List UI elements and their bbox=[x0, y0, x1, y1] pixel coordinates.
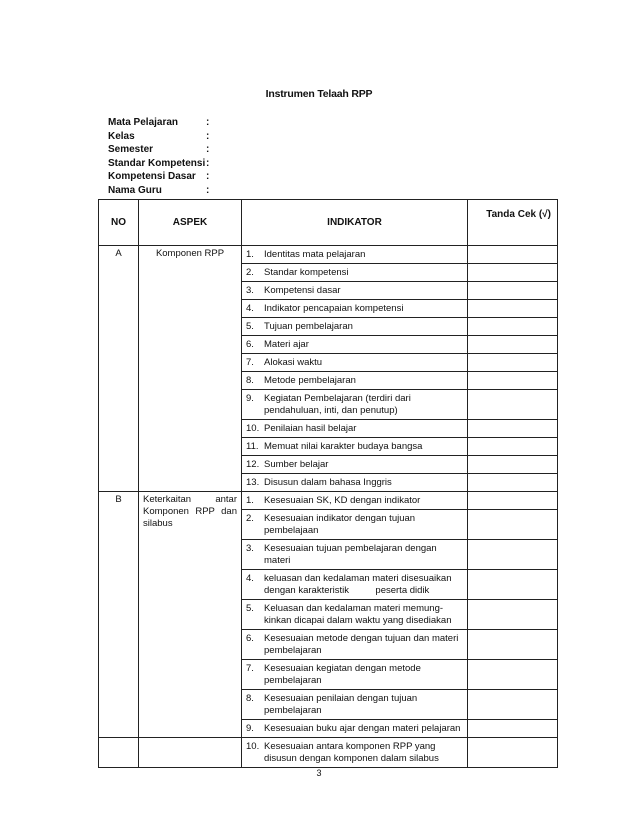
indikator-text: Memuat nilai karakter budaya bangsa bbox=[264, 441, 423, 452]
meta-field-label: Kompetensi Dasar bbox=[108, 171, 196, 183]
indikator-text: Penilaian hasil belajar bbox=[264, 423, 357, 434]
header-indikator: INDIKATOR bbox=[242, 200, 468, 246]
cell-indikator bbox=[242, 660, 468, 690]
cell-tanda-cek[interactable] bbox=[468, 300, 558, 318]
indikator-text: Kegiatan Pembelajaran (terdiri dari bbox=[264, 393, 411, 404]
indikator-text: Standar kompetensi bbox=[264, 267, 349, 278]
indikator-number: 7. bbox=[246, 663, 254, 674]
cell-indikator bbox=[242, 474, 468, 492]
indikator-text: Metode pembelajaran bbox=[264, 375, 356, 386]
indikator-text: Indikator pencapaian kompetensi bbox=[264, 303, 404, 314]
cell-tanda-cek[interactable] bbox=[468, 336, 558, 354]
indikator-number: 6. bbox=[246, 633, 254, 644]
indikator-text-cont: pembelajaran bbox=[264, 705, 322, 716]
indikator-number: 5. bbox=[246, 603, 254, 614]
indikator-text: Alokasi waktu bbox=[264, 357, 323, 368]
indikator-text: Disusun dalam bahasa Inggris bbox=[264, 477, 392, 488]
indikator-number: 2. bbox=[246, 267, 254, 278]
indikator-number: 8. bbox=[246, 693, 254, 704]
meta-field-row bbox=[108, 157, 216, 171]
cell-indikator bbox=[242, 438, 468, 456]
meta-field-colon: : bbox=[206, 157, 210, 169]
indikator-number: 9. bbox=[246, 393, 254, 404]
indikator-text: Sumber belajar bbox=[264, 459, 329, 470]
table-row bbox=[99, 738, 558, 768]
indikator-number: 6. bbox=[246, 339, 254, 350]
cell-tanda-cek[interactable] bbox=[468, 492, 558, 510]
cell-aspek: Keterkaitan antar Komponen RPP dan silabus bbox=[139, 492, 242, 738]
meta-field-row bbox=[108, 130, 216, 144]
cell-indikator bbox=[242, 600, 468, 630]
cell-tanda-cek[interactable] bbox=[468, 372, 558, 390]
indikator-text-cont: dengan karakteristik peserta didik bbox=[264, 585, 430, 596]
cell-indikator bbox=[242, 456, 468, 474]
cell-indikator bbox=[242, 510, 468, 540]
cell-tanda-cek[interactable] bbox=[468, 264, 558, 282]
page-number: 3 bbox=[316, 768, 322, 778]
header-no: NO bbox=[99, 200, 139, 246]
cell-tanda-cek[interactable] bbox=[468, 510, 558, 540]
cell-indikator bbox=[242, 300, 468, 318]
indikator-number: 10. bbox=[246, 741, 260, 752]
indikator-text: Kesesuaian buku ajar dengan materi pelajaran bbox=[264, 723, 461, 734]
cell-tanda-cek[interactable] bbox=[468, 660, 558, 690]
table-row bbox=[99, 246, 558, 264]
cell-no bbox=[99, 738, 139, 768]
cell-tanda-cek[interactable] bbox=[468, 474, 558, 492]
table-header-row bbox=[99, 200, 558, 246]
cell-tanda-cek[interactable] bbox=[468, 720, 558, 738]
indikator-number: 12. bbox=[246, 459, 260, 470]
cell-indikator bbox=[242, 354, 468, 372]
indikator-text-cont: kinkan dicapai dalam waktu yang disediakan bbox=[264, 615, 452, 626]
indikator-text: Keluasan dan kedalaman materi memung- bbox=[264, 603, 444, 614]
indikator-text: Kesesuaian tujuan pembelajaran dengan bbox=[264, 543, 437, 554]
meta-field-row bbox=[108, 143, 216, 157]
indikator-text-cont: pembelajaan bbox=[264, 525, 319, 536]
cell-indikator bbox=[242, 420, 468, 438]
cell-indikator bbox=[242, 318, 468, 336]
indikator-number: 3. bbox=[246, 285, 254, 296]
meta-field-colon: : bbox=[206, 130, 210, 142]
cell-indikator bbox=[242, 492, 468, 510]
meta-field-row bbox=[108, 170, 216, 184]
cell-no: B bbox=[99, 492, 139, 738]
indikator-text-cont: disusun dengan komponen dalam silabus bbox=[264, 753, 439, 764]
indikator-number: 4. bbox=[246, 303, 254, 314]
cell-indikator bbox=[242, 390, 468, 420]
cell-indikator bbox=[242, 282, 468, 300]
indikator-number: 1. bbox=[246, 249, 254, 260]
header-tanda-cek: Tanda Cek (√) bbox=[468, 200, 558, 246]
meta-field-row bbox=[108, 184, 216, 198]
indikator-text: Kesesuaian antara komponen RPP yang bbox=[264, 741, 436, 752]
cell-indikator bbox=[242, 720, 468, 738]
cell-tanda-cek[interactable] bbox=[468, 738, 558, 768]
indikator-number: 9. bbox=[246, 723, 254, 734]
indikator-number: 5. bbox=[246, 321, 254, 332]
indikator-text: keluasan dan kedalaman materi disesuaikan bbox=[264, 573, 452, 584]
cell-aspek bbox=[139, 738, 242, 768]
cell-tanda-cek[interactable] bbox=[468, 318, 558, 336]
document-title: Instrumen Telaah RPP bbox=[265, 88, 373, 100]
cell-tanda-cek[interactable] bbox=[468, 540, 558, 570]
cell-indikator bbox=[242, 690, 468, 720]
cell-indikator bbox=[242, 738, 468, 768]
cell-aspek: Komponen RPP bbox=[139, 246, 242, 492]
indikator-number: 11. bbox=[246, 441, 259, 452]
indikator-number: 2. bbox=[246, 513, 254, 524]
cell-no: A bbox=[99, 246, 139, 492]
cell-indikator bbox=[242, 372, 468, 390]
meta-field-row bbox=[108, 116, 216, 130]
instrument-table bbox=[98, 199, 558, 768]
meta-field-label: Semester bbox=[108, 144, 154, 156]
meta-field-colon: : bbox=[206, 184, 210, 196]
indikator-number: 8. bbox=[246, 375, 254, 386]
indikator-text-cont: pendahuluan, inti, dan penutup) bbox=[264, 405, 398, 416]
cell-indikator bbox=[242, 246, 468, 264]
indikator-text: Identitas mata pelajaran bbox=[264, 249, 366, 260]
indikator-text: Kesesuaian metode dengan tujuan dan materi bbox=[264, 633, 459, 644]
cell-tanda-cek[interactable] bbox=[468, 456, 558, 474]
indikator-number: 10. bbox=[246, 423, 260, 434]
indikator-text-cont: pembelajaran bbox=[264, 645, 322, 656]
meta-field-colon: : bbox=[206, 171, 210, 183]
cell-tanda-cek[interactable] bbox=[468, 630, 558, 660]
cell-indikator bbox=[242, 336, 468, 354]
indikator-text: Kompetensi dasar bbox=[264, 285, 341, 296]
indikator-number: 7. bbox=[246, 357, 254, 368]
indikator-text: Materi ajar bbox=[264, 339, 309, 350]
cell-indikator bbox=[242, 570, 468, 600]
cell-indikator bbox=[242, 264, 468, 282]
indikator-text: Kesesuaian kegiatan dengan metode bbox=[264, 663, 421, 674]
indikator-number: 13. bbox=[246, 477, 260, 488]
indikator-number: 1. bbox=[246, 495, 254, 506]
indikator-text-cont: pembelajaran bbox=[264, 675, 322, 686]
cell-tanda-cek[interactable] bbox=[468, 438, 558, 456]
cell-tanda-cek[interactable] bbox=[468, 690, 558, 720]
indikator-text: Kesesuaian penilaian dengan tujuan bbox=[264, 693, 418, 704]
cell-tanda-cek[interactable] bbox=[468, 282, 558, 300]
indikator-text: Kesesuaian SK, KD dengan indikator bbox=[264, 495, 421, 506]
meta-field-colon: : bbox=[206, 144, 210, 156]
meta-fields bbox=[108, 116, 216, 198]
meta-field-label: Nama Guru bbox=[108, 184, 162, 196]
meta-field-label: Kelas bbox=[108, 130, 135, 142]
table-row bbox=[99, 492, 558, 510]
cell-tanda-cek[interactable] bbox=[468, 246, 558, 264]
cell-tanda-cek[interactable] bbox=[468, 570, 558, 600]
indikator-text-cont: materi bbox=[264, 555, 291, 566]
cell-indikator bbox=[242, 630, 468, 660]
meta-field-label: Standar Kompetensi bbox=[108, 157, 206, 169]
indikator-text: Kesesuaian indikator dengan tujuan bbox=[264, 513, 416, 524]
indikator-number: 3. bbox=[246, 543, 254, 554]
indikator-number: 4. bbox=[246, 573, 254, 584]
cell-indikator bbox=[242, 540, 468, 570]
indikator-text: Tujuan pembelajaran bbox=[264, 321, 353, 332]
meta-field-colon: : bbox=[206, 117, 210, 128]
cell-tanda-cek[interactable] bbox=[468, 390, 558, 420]
cell-tanda-cek[interactable] bbox=[468, 420, 558, 438]
cell-tanda-cek[interactable] bbox=[468, 354, 558, 372]
cell-tanda-cek[interactable] bbox=[468, 600, 558, 630]
header-aspek: ASPEK bbox=[139, 200, 242, 246]
meta-field-label: Mata Pelajaran bbox=[108, 117, 179, 128]
